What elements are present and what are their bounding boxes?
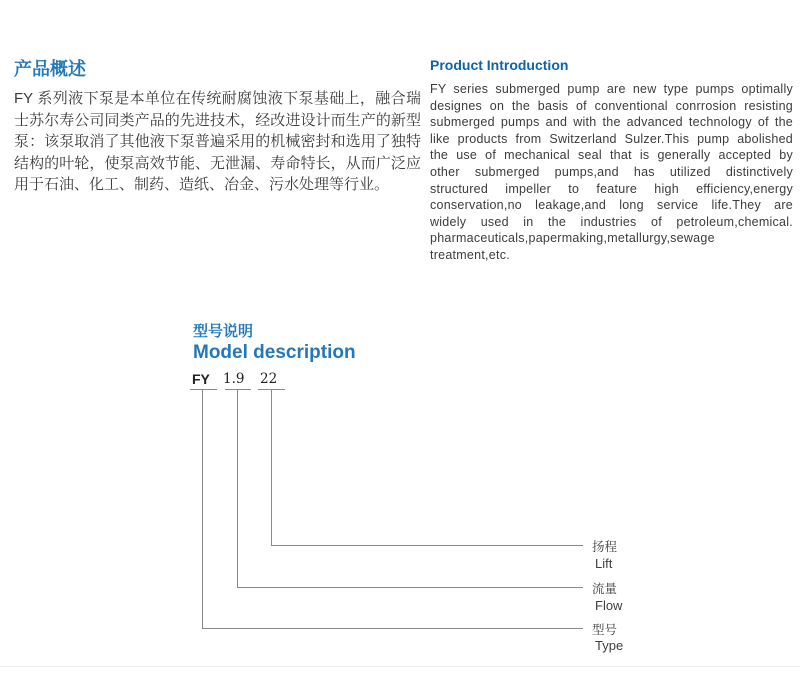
label-lift-en: Lift <box>595 556 613 571</box>
model-title-cn: 型号说明 <box>193 323 254 340</box>
diagram-tick-flow <box>225 389 251 390</box>
diagram-hline-lift <box>271 545 583 546</box>
label-type-cn: 型号 <box>592 623 618 637</box>
overview-title-en: Product Introduction <box>430 57 569 73</box>
diagram-hline-type <box>202 628 583 629</box>
overview-section-cn <box>14 55 421 196</box>
model-code-type: FY <box>192 371 210 387</box>
model-title-en: Model description <box>193 342 356 363</box>
diagram-vline-type <box>202 390 203 628</box>
overview-body-en: FY series submerged pump are new type pumps optimally designes on the basis of conventional conrrosion resisting submerged pumps and with the advanced technology of the like products from Switzerland Sulzer.This pump abolished the use of mechanical seal that is generally accepted by other submerged pumps,and has utilized distinctively structured impeller to feature high efficiency,energy conservation,no leakage,and long service life.They are widely used in the industries of petroleum,chemical. pharmaceuticals,papermaking,metallurgy,sewage treatment,etc. <box>430 82 793 262</box>
model-code-lift: 22 <box>260 371 278 387</box>
diagram-vline-flow <box>237 390 238 587</box>
label-flow-en: Flow <box>595 598 623 613</box>
model-code-flow: 1.9 <box>223 371 245 387</box>
diagram-tick-type <box>190 389 217 390</box>
overview-body-cn: FY 系列液下泵是本单位在传统耐腐蚀液下泵基础上，融合瑞士苏尔寿公司同类产品的先进技术，经改进设计而生产的新型泵：该泵取消了其他液下泵普遍采用的机械密封和选用了独特结构的叶轮，使泵高效节能、无泄漏、寿命特长，从而广泛应用于石油、化工、制药、造纸、冶金、污水处理等行业。 <box>14 90 421 193</box>
page-bottom-rule <box>0 666 800 667</box>
diagram-hline-flow <box>237 587 583 588</box>
label-lift-cn: 扬程 <box>592 540 618 554</box>
overview-title-cn: 产品概述 <box>14 59 86 79</box>
label-type-en: Type <box>595 638 624 653</box>
label-flow-cn: 流量 <box>592 582 618 596</box>
model-description-heading <box>193 320 356 364</box>
diagram-vline-lift <box>271 390 272 545</box>
overview-section-en <box>430 57 793 264</box>
